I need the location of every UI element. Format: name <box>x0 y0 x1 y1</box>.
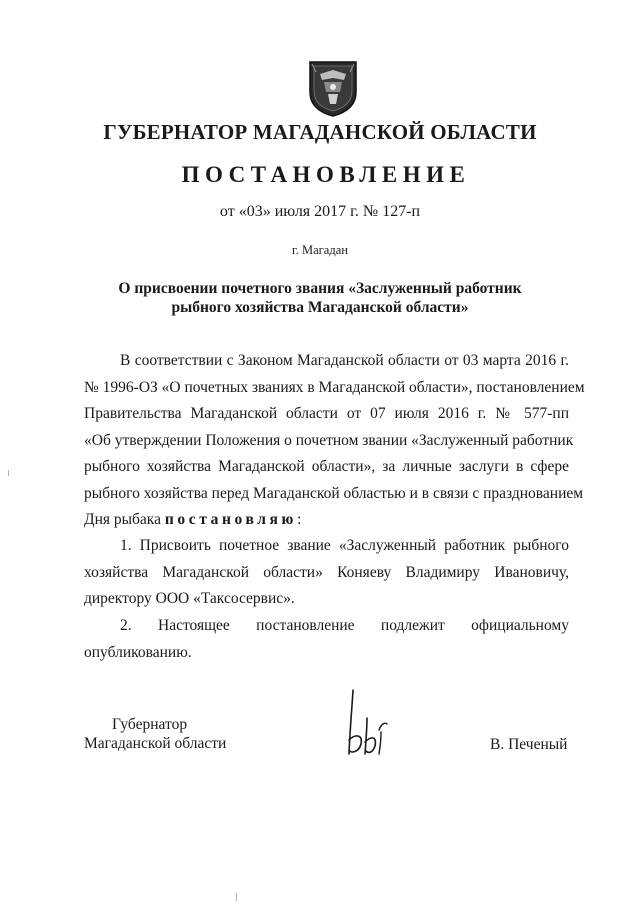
paragraph-line: № 1996-ОЗ «О почетных званиях в Магаданской области», постановлением <box>84 378 585 396</box>
magadan-coat-of-arms-icon <box>306 58 360 118</box>
scan-artifact <box>236 893 237 901</box>
item-2-paragraph <box>84 613 569 666</box>
paragraph-line: рыбного хозяйства перед Магаданской областью и в связи с празднованием <box>84 484 584 502</box>
paragraph-line: «Об утверждении Положения о почетном звании «Заслуженный работник <box>84 431 574 449</box>
resolve-suffix: : <box>296 511 302 528</box>
last-line-prefix: Дня рыбака <box>84 511 161 528</box>
paragraph-line: директору ООО «Таксосервис». <box>84 590 295 607</box>
paragraph-line: рыбного хозяйства Магаданской области», за личные заслуги в сфере <box>84 458 569 475</box>
document-date-number: от «03» июля 2017 г. № 127-п <box>219 203 421 220</box>
handwritten-signature <box>343 688 391 760</box>
document-city: г. Магадан <box>292 243 348 257</box>
governor-title: ГУБЕРНАТОР МАГАДАНСКОЙ ОБЛАСТИ <box>103 120 537 144</box>
scan-artifact <box>8 470 9 476</box>
paragraph-line: опубликованию. <box>84 643 192 661</box>
position-line: Магаданской области <box>84 735 227 752</box>
item-1-paragraph <box>84 533 569 613</box>
signatory-position <box>84 715 226 753</box>
resolve-word: постановляю <box>164 511 297 528</box>
position-line: Губернатор <box>112 716 188 733</box>
paragraph-line: хозяйства Магаданской области» Коняеву Владимиру Ивановичу, <box>84 563 569 581</box>
signatory-name: В. Печеный <box>490 736 568 753</box>
subject-line: рыбного хозяйства Магаданской области» <box>171 299 469 316</box>
paragraph-line <box>84 507 569 534</box>
paragraph-line: 1. Присвоить почетное звание «Заслуженный работник рыбного <box>120 537 569 554</box>
preamble-paragraph <box>84 348 585 534</box>
paragraph-line: 2. Настоящее постановление подлежит официальному <box>120 617 569 634</box>
subject-line: О присвоении почетного звания «Заслуженный работник <box>118 280 522 297</box>
paragraph-line: В соответствии с Законом Магаданской области от 03 марта 2016 г. <box>120 352 569 369</box>
document-subject <box>0 279 640 317</box>
document-type: ПОСТАНОВЛЕНИЕ <box>181 162 471 187</box>
paragraph-line: Правительства Магаданской области от 07 июля 2016 г. № 577-пп <box>84 405 569 422</box>
